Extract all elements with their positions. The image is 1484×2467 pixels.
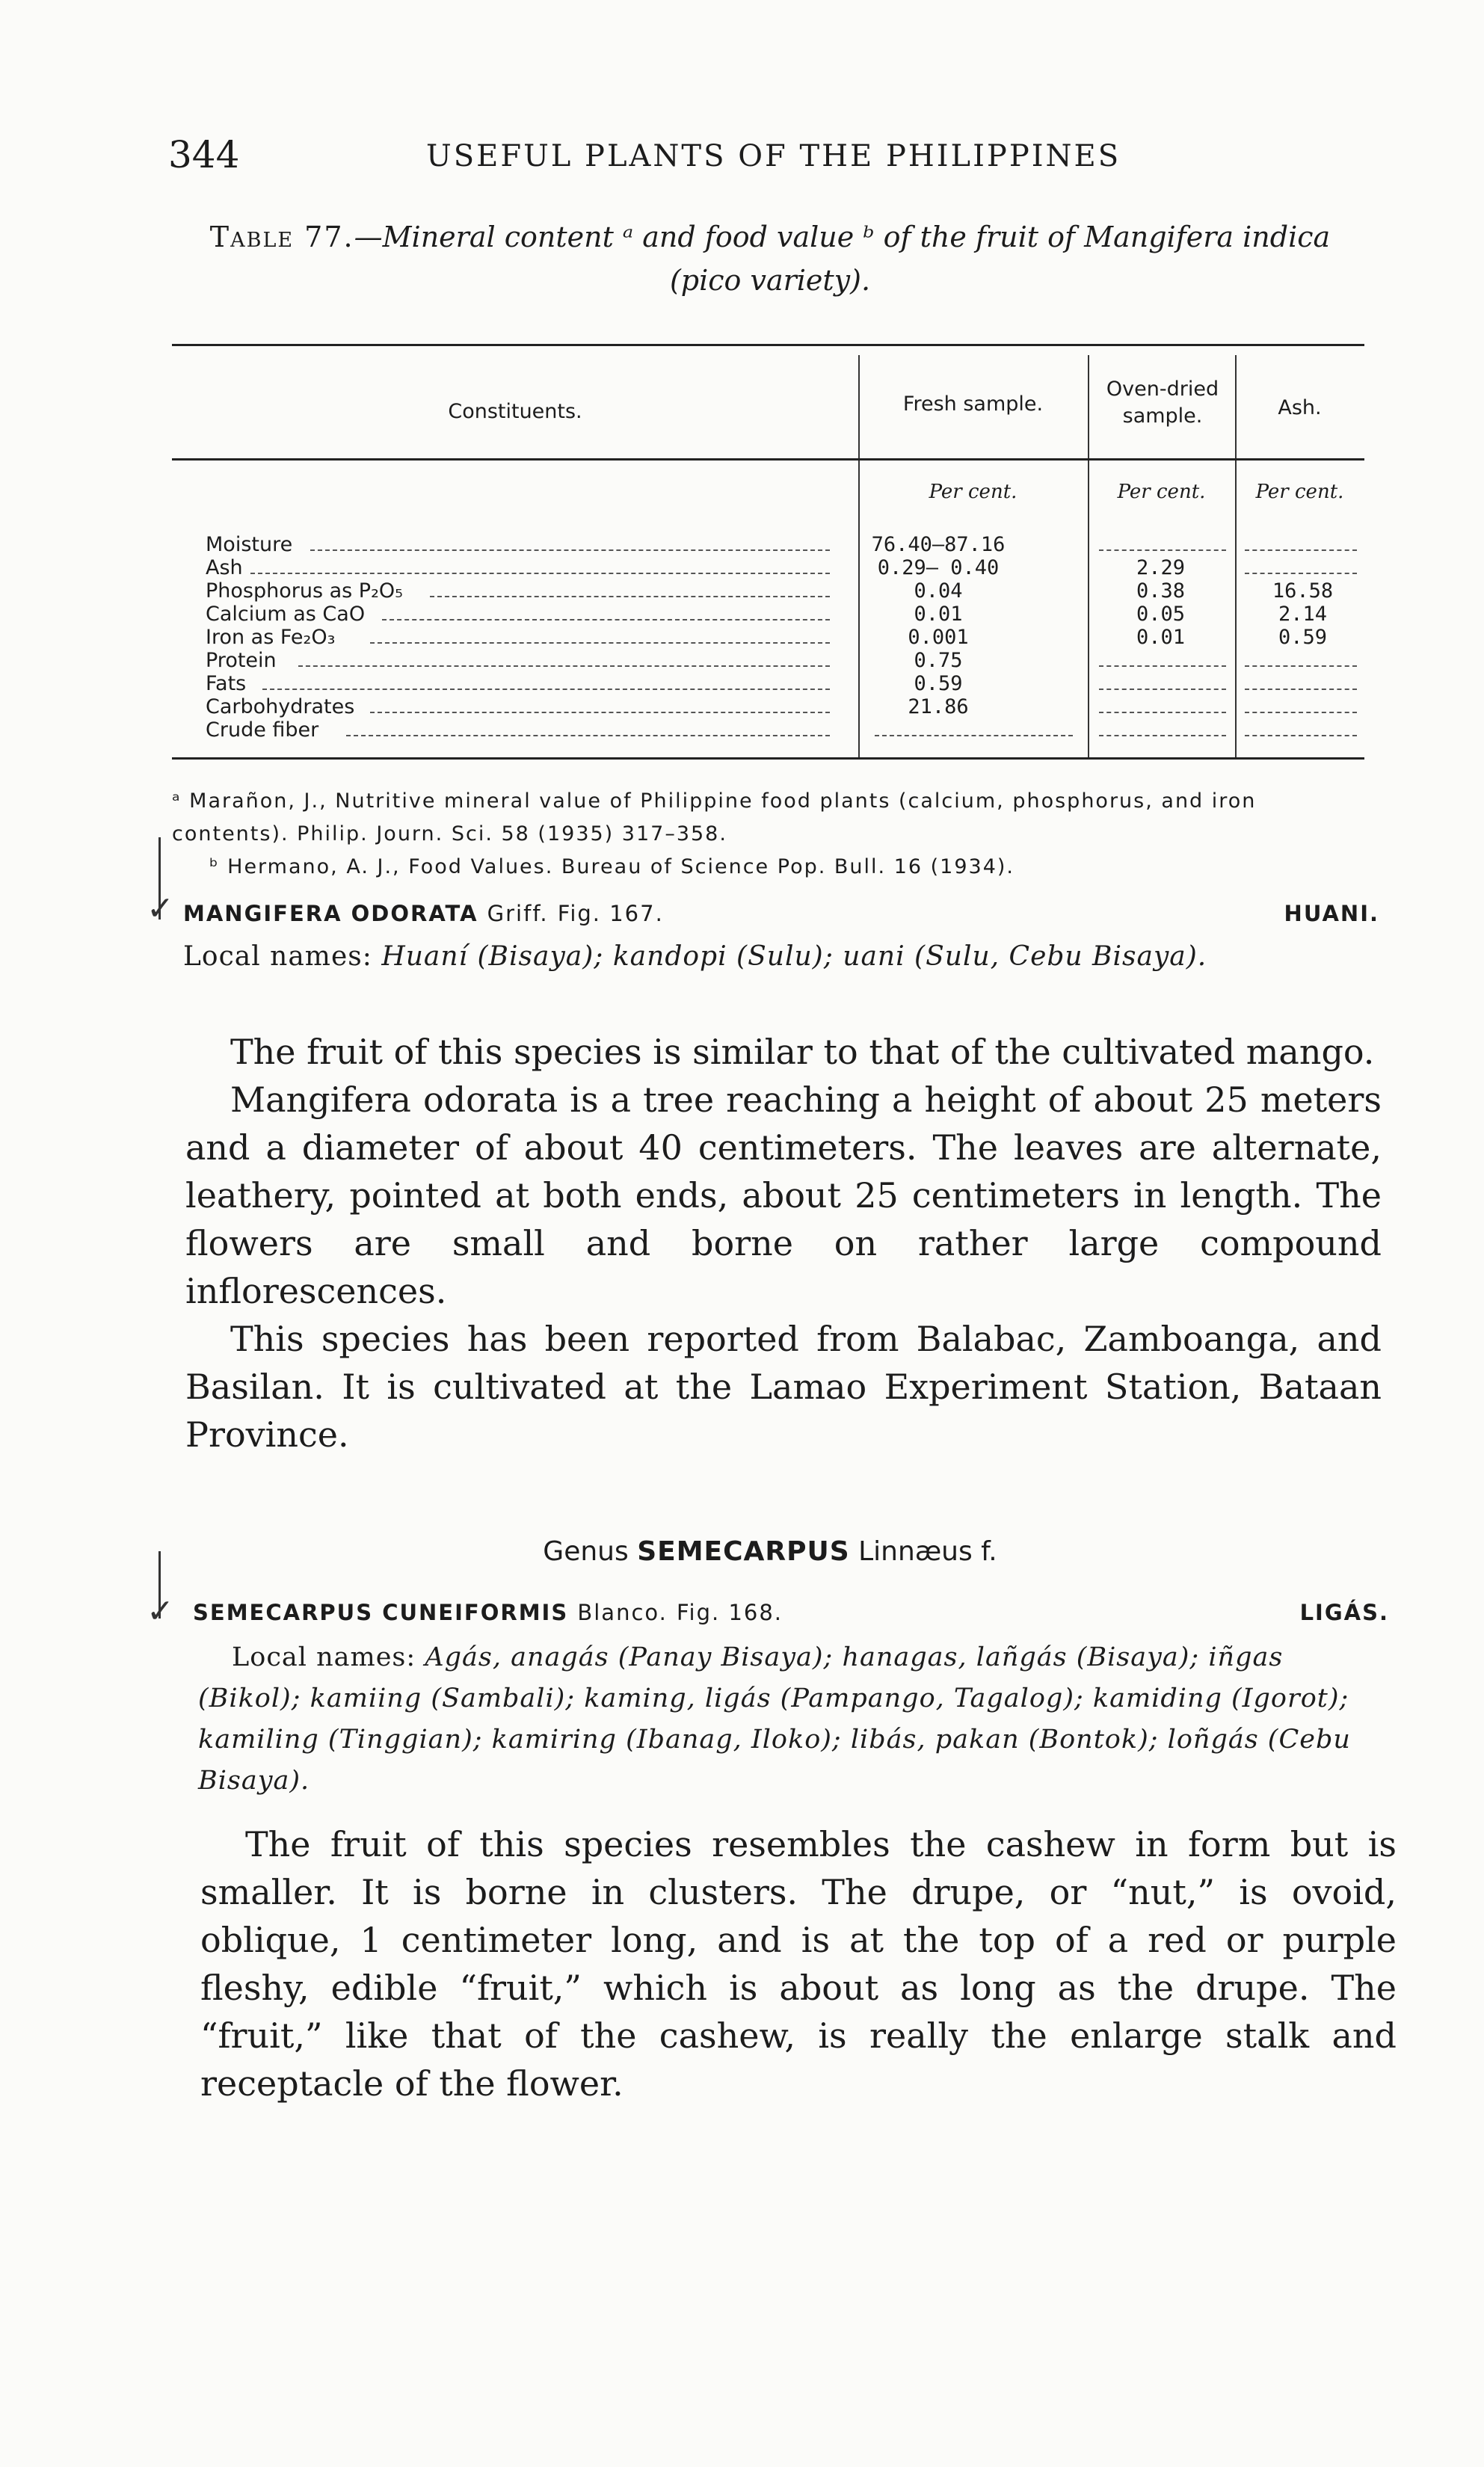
footnote-b: ᵇ Hermano, A. J., Food Values. Bureau of Science Pop. Bull. 16 (1934). — [209, 855, 1015, 878]
constituent-name: Ash — [206, 556, 243, 579]
common-name: HUANI. — [1284, 901, 1379, 926]
fresh-value: 0.01 — [914, 603, 963, 626]
species-heading-mangifera-odorata — [183, 901, 1379, 926]
page-number: 344 — [168, 133, 240, 176]
table-row — [172, 533, 1364, 555]
constituent-name: Iron as Fe₂O₃ — [206, 626, 336, 649]
oven-dried-value: 2.29 — [1136, 556, 1186, 579]
table-row — [172, 579, 1364, 602]
fresh-value: 0.29– 0.40 — [877, 556, 1000, 579]
dot-leader — [1099, 549, 1226, 551]
ash-value: 16.58 — [1272, 579, 1334, 603]
constituent-name: Moisture — [206, 533, 293, 556]
table-label: Table 77. — [209, 221, 354, 253]
dot-leader — [382, 619, 830, 620]
dot-leader — [1099, 665, 1226, 667]
oven-dried-value: 0.05 — [1136, 603, 1186, 626]
dot-leader — [1245, 573, 1357, 574]
constituent-name: Calcium as CaO — [206, 603, 366, 626]
column-header-ash: Ash. — [1278, 396, 1322, 419]
column-header-constituents: Constituents. — [448, 400, 582, 423]
running-head — [168, 133, 1402, 185]
header-rule — [172, 458, 1364, 461]
fresh-value: 0.59 — [914, 672, 963, 695]
table-row — [172, 718, 1364, 741]
dot-leader — [370, 642, 830, 644]
mineral-table — [172, 344, 1364, 760]
dot-leader — [430, 596, 830, 597]
table-row — [172, 626, 1364, 648]
local-names-label: Local names: — [232, 1642, 416, 1672]
species-name: SEMECARPUS CUNEIFORMIS — [193, 1600, 569, 1625]
local-names-text: Agás, anagás (Panay Bisaya); hanagas, lañgás (Bisaya); iñgas (Bikol); kamiing (Sambali); kaming, ligás (Pampango, Tagalog); kamiding (Igorot); kamiling (Tinggian); kamiring (Ibanag, Iloko); libás, pakan (Bontok); loñgás (Cebu Bisaya). — [198, 1642, 1351, 1796]
odorata-description — [185, 1028, 1382, 1459]
genus-name: SEMECARPUS — [637, 1536, 850, 1567]
oven-dried-value: 0.01 — [1136, 626, 1186, 649]
constituent-name: Fats — [206, 672, 247, 695]
species-author: Blanco. — [577, 1600, 668, 1625]
table-row — [172, 556, 1364, 579]
fresh-value: 21.86 — [908, 695, 969, 718]
dot-leader — [1245, 735, 1357, 736]
table-caption-text: Mineral content ᵃ and food value ᵇ of the fruit of Mangifera indica (pico variety). — [382, 221, 1331, 297]
table-row — [172, 695, 1364, 718]
check-mark-icon: ✓ — [147, 1592, 174, 1630]
species-heading-semecarpus — [193, 1600, 1389, 1625]
local-names-label: Local names: — [183, 941, 372, 972]
dot-leader — [370, 712, 830, 713]
genus-heading — [172, 1536, 1368, 1567]
table-row — [172, 649, 1364, 671]
footnote-a: ᵃ Marañon, J., Nutritive mineral value of Philippine food plants (calcium, phosphorus, and iron contents). Philip. Journ. Sci. 58 (1935) 317–358. — [172, 789, 1257, 846]
running-title: USEFUL PLANTS OF THE PHILIPPINES — [426, 139, 1121, 173]
paragraph: The fruit of this species resembles the cashew in form but is smaller. It is borne in clusters. The drupe, or “nut,” is ovoid, oblique, 1 centimeter long, and is at the top of a red or purple fleshy, edible “fruit,” which is about as long as the drupe. The “fruit,” like that of the cashew, is really the enlarge stalk and receptacle of the flower. — [200, 1824, 1397, 2104]
dot-leader — [1099, 735, 1226, 736]
constituent-name: Phosphorus as P₂O₅ — [206, 579, 403, 603]
table-row — [172, 672, 1364, 694]
figure-reference: Fig. 167. — [557, 901, 664, 926]
common-name: LIGÁS. — [1299, 1600, 1389, 1625]
table-footnotes — [172, 785, 1368, 884]
unit-oven-dried: Per cent. — [1117, 481, 1206, 503]
paragraph: Mangifera odorata is a tree reaching a height of about 25 meters and a diameter of about 40 centimeters. The leaves are alternate, leathery, pointed at both ends, about 25 centimeters in length. The flowers are small and borne on rather large compound inflorescences. — [185, 1079, 1382, 1311]
paragraph: This species has been reported from Balabac, Zamboanga, and Basilan. It is cultivated at the Lamao Experiment Station, Bataan Province. — [185, 1319, 1382, 1455]
table-caption: Table 77.—Mineral content ᵃ and food value ᵇ of the fruit of Mangifera indica (pico variety). — [209, 221, 1331, 297]
dot-leader — [1245, 665, 1357, 667]
dot-leader — [1245, 689, 1357, 690]
figure-reference: Fig. 168. — [676, 1600, 783, 1625]
constituent-name: Crude fiber — [206, 718, 319, 742]
dot-leader — [310, 549, 830, 551]
species-author: Griff. — [487, 901, 549, 926]
dot-leader — [1245, 549, 1357, 551]
dot-leader — [250, 573, 830, 574]
paragraph: The fruit of this species is similar to that of the cultivated mango. — [230, 1032, 1375, 1072]
dot-leader — [1099, 712, 1226, 713]
fresh-value: 0.04 — [914, 579, 963, 603]
dot-leader — [262, 689, 830, 690]
cuneiformis-description — [200, 1820, 1397, 2107]
fresh-value: 76.40–87.16 — [871, 533, 1006, 556]
local-names-odorata — [183, 938, 1368, 976]
dot-leader — [875, 735, 1073, 736]
local-names-text: Huaní (Bisaya); kandopi (Sulu); uani (Sulu, Cebu Bisaya). — [381, 941, 1207, 972]
check-mark-icon: ✓ — [147, 890, 174, 928]
constituent-name: Protein — [206, 649, 277, 672]
dot-leader — [346, 735, 830, 736]
unit-fresh: Per cent. — [929, 481, 1017, 503]
dot-leader — [298, 665, 830, 667]
column-header-oven-dried: Oven-dried sample. — [1106, 378, 1219, 428]
oven-dried-value: 0.38 — [1136, 579, 1186, 603]
unit-ash: Per cent. — [1255, 481, 1344, 503]
ash-value: 2.14 — [1278, 603, 1328, 626]
dot-leader — [1245, 712, 1357, 713]
ash-value: 0.59 — [1278, 626, 1328, 649]
fresh-value: 0.75 — [914, 649, 963, 672]
table-row — [172, 603, 1364, 625]
constituent-name: Carbohydrates — [206, 695, 355, 718]
genus-author: Linnæus f. — [858, 1536, 997, 1567]
species-name: MANGIFERA ODORATA — [183, 901, 478, 926]
fresh-value: 0.001 — [908, 626, 969, 649]
dot-leader — [1099, 689, 1226, 690]
local-names-cuneiformis — [198, 1637, 1387, 1802]
column-header-fresh: Fresh sample. — [902, 392, 1044, 416]
genus-prefix: Genus — [543, 1536, 629, 1567]
